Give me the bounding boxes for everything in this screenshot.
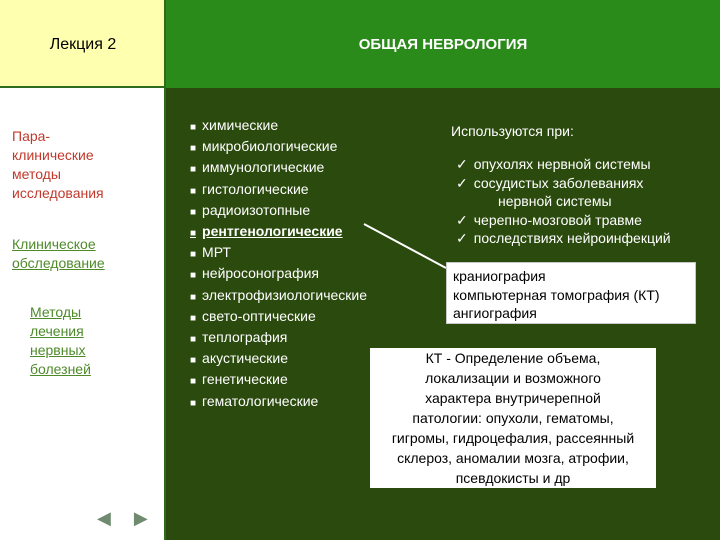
- list-item: ■ теплография: [190, 329, 288, 346]
- technique-item: ангиография: [453, 305, 537, 321]
- bullet-icon: ■: [190, 206, 197, 218]
- sidebar-item-label: болезней: [30, 361, 91, 377]
- kt-line: патологии: опухоли, гематомы,: [412, 410, 614, 426]
- bullet-icon: ■: [190, 334, 197, 346]
- bullet-icon: ■: [190, 291, 197, 303]
- bullet-icon: ■: [190, 249, 197, 261]
- bullet-icon: ■: [190, 122, 197, 133]
- check-icon: ✓: [456, 230, 468, 246]
- kt-description-box: [370, 348, 656, 488]
- connector-line-segment: [364, 224, 446, 268]
- sidebar-item-label: методы: [12, 166, 61, 182]
- kt-line: псевдокисты и др: [455, 470, 571, 486]
- prev-arrow-icon[interactable]: ◀: [97, 508, 111, 528]
- lecture-label: Лекция 2: [49, 36, 117, 53]
- bullet-icon: ■: [190, 312, 197, 324]
- list-item: ■ МРТ: [190, 244, 231, 261]
- list-item: ■ химические: [190, 117, 279, 133]
- kt-line: локализации и возможного: [425, 370, 601, 386]
- list-item: ✓ черепно-мозговой травме: [456, 211, 642, 228]
- bullet-icon: ■: [190, 397, 197, 409]
- list-item: ■ гистологические: [190, 180, 309, 197]
- check-icon: ✓: [456, 211, 468, 228]
- list-item: ■ микробиологические: [190, 138, 338, 155]
- bullet-icon: ■: [190, 270, 197, 282]
- list-item: ✓ опухолях нервной системы: [456, 156, 651, 172]
- kt-line: склероз, аномалии мозга, атрофии,: [397, 450, 629, 466]
- check-icon: ✓: [456, 174, 468, 191]
- kt-line: КТ - Определение объема,: [425, 350, 601, 366]
- list-item: ■ нейросонография: [190, 265, 320, 282]
- bullet-icon: ■: [190, 376, 197, 388]
- list-item: ■ иммунологические: [190, 159, 325, 176]
- list-item: ■ радиоизотопные: [190, 201, 311, 218]
- technique-item: краниография: [453, 268, 546, 284]
- sidebar-item-label: клинические: [12, 147, 94, 163]
- bullet-icon: ■: [190, 228, 197, 240]
- used-title: Используются при:: [451, 123, 574, 139]
- sidebar-item-label: Клиническое: [12, 236, 96, 252]
- list-item: ■ акустические: [190, 350, 289, 367]
- techniques-box: [446, 262, 696, 324]
- sidebar-item-label: нервных: [30, 342, 86, 358]
- sidebar-item-label: исследования: [12, 185, 104, 201]
- sidebar-item-label: Пара-: [12, 128, 51, 144]
- page-title: ОБЩАЯ НЕВРОЛОГИЯ: [358, 36, 528, 53]
- next-arrow-icon[interactable]: ▶: [133, 508, 148, 528]
- bullet-icon: ■: [190, 185, 197, 197]
- list-item: ■ электрофизиологические: [190, 286, 368, 303]
- sidebar-item-label: лечения: [30, 323, 84, 339]
- list-item: ■ свето-оптические: [190, 307, 316, 324]
- list-item: ✓ последствиях нейроинфекций: [456, 230, 671, 246]
- kt-line: характера внутричерепной: [425, 390, 601, 406]
- list-item: ✓ сосудистых заболеваниях: [456, 174, 644, 191]
- check-icon: ✓: [456, 156, 468, 172]
- bullet-icon: ■: [190, 355, 197, 367]
- list-item: нервной системы: [498, 193, 612, 209]
- bullet-icon: ■: [190, 143, 197, 155]
- list-item-highlighted: ■ рентгенологические: [190, 223, 343, 240]
- list-item: ■ генетические: [190, 371, 288, 388]
- list-item: ■ гематологические: [190, 392, 319, 409]
- sidebar-item-label: Методы: [30, 304, 82, 320]
- bullet-icon: ■: [190, 164, 197, 176]
- kt-line: гигромы, гидроцефалия, рассеянный: [391, 430, 635, 446]
- sidebar-item-label: обследование: [12, 255, 105, 271]
- technique-item: компьютерная томография (КТ): [453, 286, 660, 303]
